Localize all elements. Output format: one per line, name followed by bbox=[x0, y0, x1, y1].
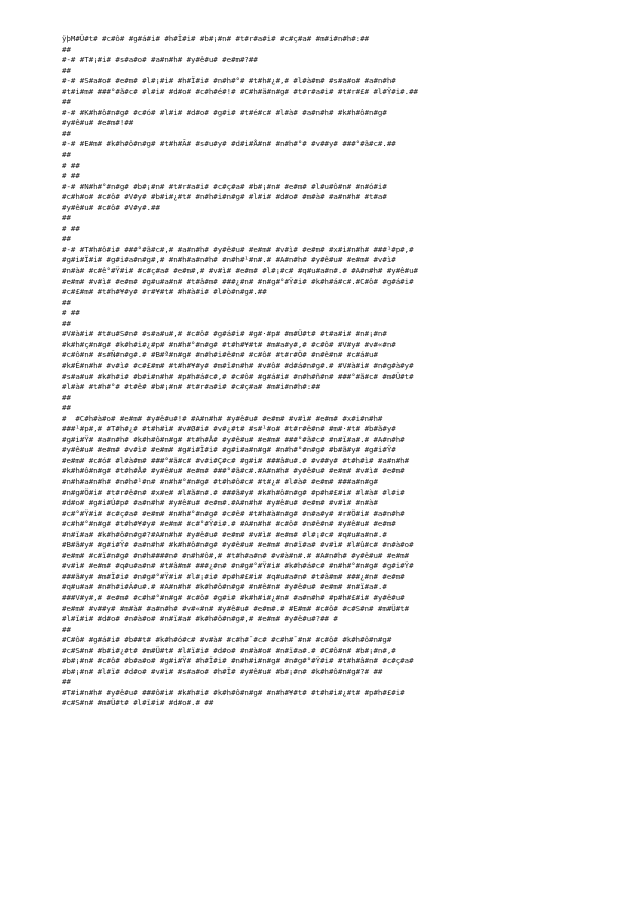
text-line: # ## bbox=[62, 223, 80, 233]
text-line: #-# #T#¡#i# #s#a#o# #a#n#h# #y#ê#u# #e#m#?## bbox=[62, 55, 258, 65]
text-line: #t#i#m# ###°#ã#c# #l#i# #d#o# #c#h#é#!# #C#h#ä#n#g# #t#r#a#i# #t#r#£# #l#Ÿ#i#.## bbox=[62, 86, 418, 96]
text-line: # ## bbox=[62, 160, 80, 170]
text-line: #y#ê#u# #e#m# #v#ì# #e#m# #g#i#Ï#i# #g#i#a#n#g# #n#h#°#n#g# #b#ã#y# #g#i#Ÿ# bbox=[62, 445, 396, 455]
text-line: #c#°#Ÿ#i# #c#ç#a# #e#m# #n#h#°#n#g# #c#ê# #t#h#à#n#g# #n#a#y# #r#Ö#i# #a#n#h# bbox=[62, 508, 405, 518]
text-line: ## bbox=[62, 97, 71, 107]
text-line: #k#É#n#h# #v#ì# #c#£#m# #t#h#¥#y# #m#î#n#h# #v#ô# #d#á#n#g#.# #V#à#i# #n#g#à#y# bbox=[62, 360, 414, 370]
text-line: #d#o# #g#i#Ú#p# #a#n#h# #y#ê#u# #e#m#.#A#n#h# #y#ê#u# #e#m# #v#ì# #n#à# bbox=[62, 498, 378, 508]
text-line: #c#£#m# #t#h#¥#y# #r#¥#t# #h#à#i# #l#ò#n#g#.## bbox=[62, 287, 267, 297]
text-line: #y#ê#u# #c#ô# #V#y#.## bbox=[62, 202, 160, 212]
text-line: ## bbox=[62, 318, 71, 328]
text-line: #c#h#o# #c#ô# #V#y# #b#i#¿#t# #n#h#i#n#g# #l#i# #d#o# #m#à# #a#n#h# #t#a# bbox=[62, 192, 387, 202]
text-line: ## bbox=[62, 65, 71, 75]
text-line: #c#ô#n# #s#Ñ#n#g#.# #B#ª#n#g# #n#h#i#ê#n# #c#ô# #t#r#Ö# #n#ê#n# #c#á#u# bbox=[62, 350, 378, 360]
text-line: #C#ô# #g#á#i# #b##t# #k#h#ó#c# #v#à# #c#h#¯#c# #c#h#¯#n# #c#ô# #k#h#ô#n#g# bbox=[62, 635, 392, 645]
document-text bbox=[62, 34, 582, 709]
text-line: #-# #K#h#ô#n#g# #c#ó# #l#i# #d#o# #g#i# #t#é#c# #l#à# #a#n#h# #k#h#ô#n#g# bbox=[62, 107, 387, 117]
text-line: ## bbox=[62, 624, 71, 634]
text-line: ## bbox=[62, 128, 71, 138]
text-line: #-# #N#h#°#n#g# #b#¡#n# #t#r#a#i# #c#ç#a# #b#¡#n# #e#m# #l#u#ô#n# #n#ó#i# bbox=[62, 181, 387, 191]
text-line: #l#à# #t#h#°# #t#ê# #b#¡#n# #t#r#a#i# #c#ç#a# #m#i#n#h#:## bbox=[62, 382, 321, 392]
text-line: #-# #S#a#o# #e#m# #l#¡#i# #h#Ï#i# #n#h#°# #t#h#¿#,# #l#à#m# #s#a#o# #a#n#h# bbox=[62, 76, 396, 86]
text-line: ## bbox=[62, 392, 71, 402]
text-line: #e#m# #v#ì# #e#m# #g#u#a#n# #t#â#m# ###¿#n# #n#g#°#Ÿ#i# #k#h#á#c#.#C#ô# #g#á#i# bbox=[62, 276, 414, 286]
text-line: #B#ã#y# #g#i#Ÿ# #a#n#h# #k#h#ô#n#g# #y#ê#u# #e#m# #n#ï#a# #v#ì# #l#û#c# #n#à#o# bbox=[62, 540, 414, 550]
text-line: #e#m# #v##y# #m#à# #a#n#h# #v#«#n# #y#ê#u# #e#m#.# #E#m# #c#ô# #c#S#n# #m#Ü#t# bbox=[62, 603, 410, 613]
text-line: #e#m# #c#ó# #l#à#m# ###°#ã#c# #v#i#Ç#c# #g#i# ###â#u#.# #v##y# #t#h#ì# #a#n#h# bbox=[62, 455, 410, 465]
text-line: ÿþM#Ü#t# #c#ô# #g#á#i# #h#Ï#i# #b#¡#n# #t#r#a#i# #c#ç#a# #m#i#n#h#:## bbox=[62, 34, 370, 43]
text-line: #-# #T#h#ô#i# ###°#ã#c#,# #a#n#h# #y#ê#u# #e#m# #v#ì# #e#m# #x#i#n#h# ###¹#p#,# bbox=[62, 244, 414, 254]
text-line: #k#h#ô#n#g# #t#h#Å# #y#ê#u# #e#m# ###°#ã#c#.#A#n#h# #y#ê#u# #e#m# #v#ì# #e#m# bbox=[62, 466, 405, 476]
text-line: # #C#h#à#o# #e#m# #y#ê#u#!# #A#n#h# #y#ê#u# #e#m# #v#ì# #e#m# #x#i#n#h# bbox=[62, 413, 383, 423]
text-line: #l#ï#i# #d#o# #n#à#o# #n#ï#a# #k#h#ô#n#g#,# #e#m# #y#ê#u#?## # bbox=[62, 614, 338, 624]
text-line: #T#i#n#h# #y#ê#u# ###ô#i# #k#h#i# #k#h#ô#n#g# #n#h#¥#t# #t#h#i#¿#t# #p#h#£#i# bbox=[62, 687, 405, 697]
text-line: #c#S#n# #m#Ü#t# #l#ï#i# #d#o#.# ## bbox=[62, 698, 214, 708]
text-line: ###¹#p#,# #T#h#¿# #t#h#ì# #v#Ø#i# #v#¿#t# #s#¹#o# #t#r#ê#n# #m#·#t# #b#ã#y# bbox=[62, 424, 396, 434]
text-line: #e#m# #c#ï#n#g# #n#h####n# #n#h#ô#,# #t#h#a#n# #v#à#n#.# #A#n#h# #y#ê#u# #e#m# bbox=[62, 550, 410, 560]
text-line: #n#h#a#n#h# #n#h#¹#n# #n#h#°#n#g# #t#h#ô#c# #t#¿# #l#à# #e#m# ###a#n#g# bbox=[62, 476, 378, 486]
text-line: ## bbox=[62, 213, 71, 223]
text-line: #g#i#Ï#i# #g#i#a#n#g#,# #n#h#a#n#h# #n#h#¹#n#.# #A#n#h# #y#ê#u# #e#m# #v#ì# bbox=[62, 255, 396, 265]
text-line: #n#ï#a# #k#h#ô#n#g#?#A#n#h# #y#ê#u# #e#m# #v#ì# #e#m# #l#¡#c# #q#u#a#n#.# bbox=[62, 529, 387, 539]
text-line: #q#u#a# #n#h#i#Á#u#.# #A#n#h# #k#h#ô#n#g# #n#ê#n# #y#ê#u# #e#m# #n#ï#a#.# bbox=[62, 582, 387, 592]
text-line: # ## bbox=[62, 308, 80, 318]
text-line: # ## bbox=[62, 171, 80, 181]
text-line: #s#a#u# #k#h#i# #b#i#n#h# #p#h#á#c#,# #c#ô# #g#á#i# #n#h#ñ#n# ###°#ã#c# #m#Ü#t# bbox=[62, 371, 414, 381]
text-line: ## bbox=[62, 150, 71, 160]
text-line: #n#à# #c#ê°#Ÿ#i# #c#ç#a# #e#m#,# #v#ì# #e#m# #l#¡#c# #q#u#a#n#.# #A#n#h# #y#ê#u# bbox=[62, 266, 418, 276]
text-line: #b#¡#n# #l#ï# #d#o# #v#ì# #s#a#o# #h#Ï# #y#ê#u# #b#¡#n# #k#h#ô#n#g#?# ## bbox=[62, 666, 383, 676]
text-line: ###ã#y# #m#Ï#i# #n#g#°#Ÿ#i# #l#¡#i# #p#h#£#i# #q#u#a#n# #t#â#m# ###¿#n# #e#m# bbox=[62, 571, 405, 581]
text-line: #v#ì# #e#m# #q#u#a#n# #t#â#m# ###¿#n# #n#g#°#Ÿ#i# #k#h#á#c# #n#h#°#n#g# #g#i#Ÿ# bbox=[62, 561, 414, 571]
text-line: ###V#y#,# #e#m# #c#h#°#n#g# #c#ô# #g#i# #k#h#i#¿#n# #a#n#h# #p#h#£#i# #y#ê#u# bbox=[62, 592, 405, 602]
text-line: ## bbox=[62, 44, 71, 54]
text-line: ## bbox=[62, 297, 71, 307]
text-line: ## bbox=[62, 677, 71, 687]
text-line: ## bbox=[62, 403, 71, 413]
text-line: #b#¡#n# #c#ô# #b#a#o# #g#i#Ÿ# #h#Ï#i# #n#h#i#n#g# #n#g#°#Ÿ#i# #t#h#â#n# #c#ç#a# bbox=[62, 656, 414, 666]
text-line: #V#à#i# #t#u#S#n# #s#a#u#,# #c#ô# #g#á#i# #g#·#p# #m#Ü#t# #t#a#i# #n#¡#n# bbox=[62, 329, 387, 339]
text-line: #c#S#n# #b#i#¿#t# #m#Ü#t# #l#ï#i# #d#o# #n#à#o# #n#ï#a#.# #C#ô#n# #b#¡#n#,# bbox=[62, 645, 396, 655]
text-line: ## bbox=[62, 234, 71, 244]
text-line: #n#g#Ö#i# #t#r#ê#n# #x#e# #l#ã#n#.# ###ã#y# #k#h#ô#n#g# #p#h#£#i# #l#à# #l#i# bbox=[62, 487, 405, 497]
text-line: #k#h#ç#n#g# #k#h#i#¿#p# #n#h#°#n#g# #t#h#¥#t# #m#a#y#,# #c#ô# #V#y# #v#«#n# bbox=[62, 339, 396, 349]
text-line: #y#ê#u# #e#m#!## bbox=[62, 118, 134, 128]
text-line: #c#h#°#n#g# #t#h#¥#y# #e#m# #c#°#Ÿ#i#.# #A#n#h# #c#ô# #n#ê#n# #y#ê#u# #e#m# bbox=[62, 519, 396, 529]
text-line: #g#i#Ÿ# #a#n#h# #k#h#ô#n#g# #t#h#Å# #y#ê#u# #e#m# ###°#ã#c# #n#ï#a#.# #A#n#h# bbox=[62, 434, 405, 444]
text-line: #-# #E#m# #k#h#ô#n#g# #t#h#Ã# #s#u#y# #d#i#Å#n# #n#h#°# #v##y# ###°#ã#c#.## bbox=[62, 139, 396, 149]
